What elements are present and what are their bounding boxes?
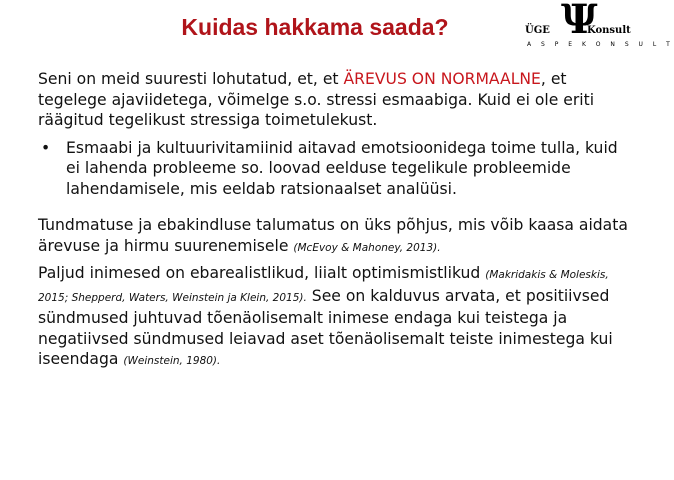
anxiety-paragraph: [38, 215, 628, 258]
company-logo: [525, 0, 674, 52]
citation: (McEvoy & Mahoney, 2013).: [293, 241, 441, 254]
citation: (Weinstein, 1980).: [123, 355, 221, 367]
intro-paragraph: [38, 69, 628, 131]
logo-left-text: ÜGE: [525, 25, 550, 36]
highlight-text: ÄREVUS ON NORMAALNE: [343, 70, 541, 88]
list-item: [38, 138, 628, 200]
psi-logo-icon: Ψ: [561, 0, 598, 43]
logo-subtitle: A S P E K O N S U L T: [527, 41, 674, 48]
slide-title: Kuidas hakkama saada?: [181, 14, 449, 40]
intro-text-end: , et tegelege ajaviidetega, võimelge s.o. stressi esmaabiga. Kuid ei ole eriti räägitud tegelikust stressiga toimetulekust.: [38, 70, 595, 129]
bullet-text: Esmaabi ja kultuurivitamiinid aitavad emotsioonidega toime tulla, kuid ei lahenda probleeme so. loovad eelduse tegelikule probleemide lahendamisele, mis eeldab ratsionaalset analüüsi.: [66, 138, 618, 198]
intro-text-start: Seni on meid suuresti lohutatud, et, et: [38, 70, 344, 88]
slide-body: [38, 69, 628, 372]
optimism-text-start: Paljud inimesed on ebarealistlikud, liialt optimismistlikud: [38, 264, 486, 282]
bullet-icon: •: [41, 138, 51, 157]
citation: (Makridakis & Moleskis, 2015; Shepperd, Waters, Weinstein ja Klein, 2015).: [38, 269, 609, 304]
anxiety-text: Tundmatuse ja ebakindluse talumatus on üks põhjus, mis võib kaasa aidata ärevuse ja hirmu suurenemisele: [38, 216, 628, 255]
optimism-text-end: See on kalduvus arvata, et positiivsed sündmused juhtuvad tõenäolisemalt inimese endaga kui teistega ja negatiivsed sündmused leiavad aset tõenäolisemalt teiste inimestega kui iseendaga: [38, 286, 613, 368]
optimism-paragraph: [38, 263, 628, 372]
logo-right-text: Konsult: [587, 25, 631, 36]
